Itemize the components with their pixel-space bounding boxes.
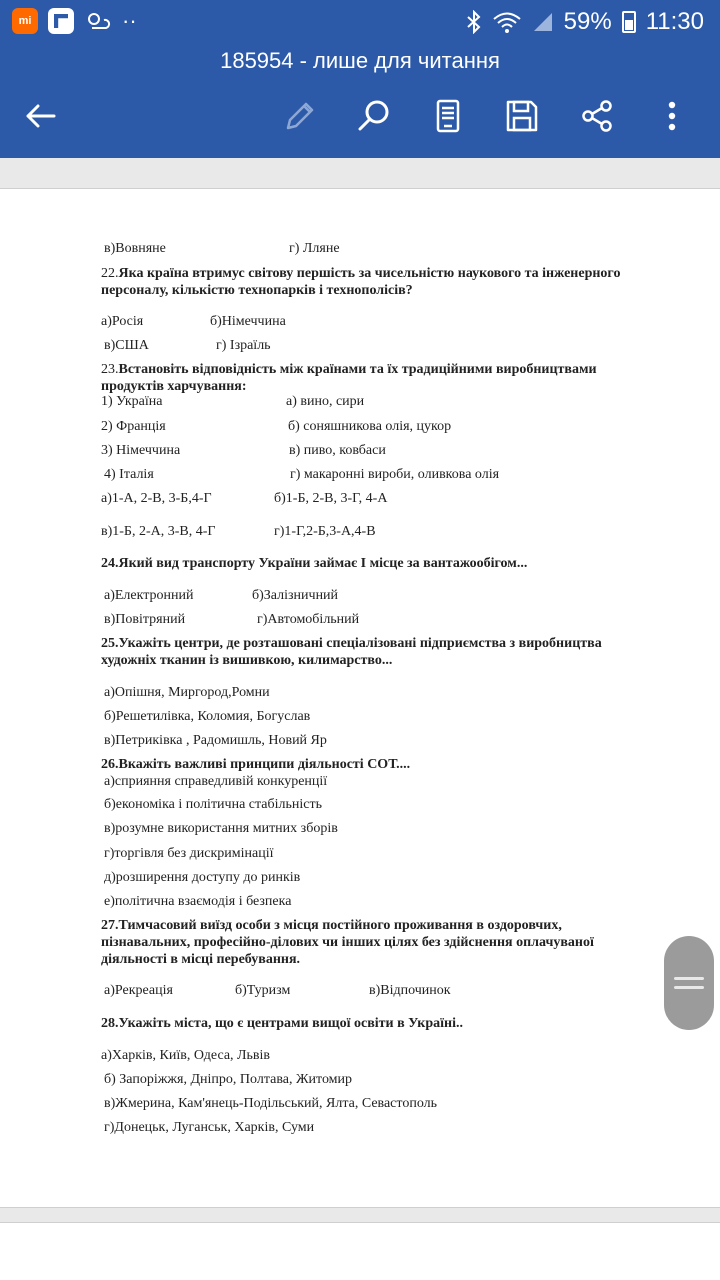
q21-option-g: г) Лляне — [289, 241, 340, 256]
q25-option-a: а)Опішня, Миргород,Ромни — [104, 685, 270, 700]
pencil-icon — [282, 98, 318, 134]
system-status — [466, 8, 704, 36]
document-page[interactable] — [0, 188, 720, 1208]
q27-option-b: б)Туризм — [235, 983, 291, 998]
status-bar — [0, 0, 720, 44]
more-notifications-dots: ·· — [122, 8, 137, 33]
question-22 — [101, 265, 661, 299]
search-button[interactable] — [352, 94, 396, 138]
q23-answer-v: в)1-Б, 2-А, 3-В, 4-Г — [101, 524, 216, 539]
question-23-number: 23. — [101, 362, 119, 377]
q22-option-g: г) Ізраїль — [216, 338, 271, 353]
q23-right-b: б) соняшникова олія, цукор — [288, 419, 452, 434]
q24-option-b: б)Залізничний — [252, 588, 339, 603]
share-button[interactable] — [575, 94, 619, 138]
reading-view-button[interactable] — [426, 94, 470, 138]
question-23-text: Встановіть відповідність між країнами та їх традиційними виробництвами продуктів харчування: — [101, 362, 597, 394]
back-button[interactable] — [18, 94, 62, 138]
mi-app-icon: mi — [12, 8, 38, 34]
app-bar — [0, 44, 720, 158]
q23-answer-a: а)1-А, 2-В, 3-Б,4-Г — [101, 491, 212, 506]
flipboard-icon — [48, 8, 74, 34]
battery-icon — [622, 11, 636, 33]
save-button[interactable] — [500, 94, 544, 138]
bluetooth-icon — [466, 10, 482, 34]
q26-option-e: е)політична взаємодія і безпека — [104, 894, 292, 909]
edit-button[interactable] — [278, 94, 322, 138]
q23-left-4: 4) Італія — [104, 467, 154, 482]
weather-icon — [84, 8, 112, 34]
question-22-text: Яка країна втримус світову першість за чисельністю наукового та інженерного персоналу, кількістю технопарків і технополісів? — [101, 266, 621, 298]
q23-left-3: 3) Німеччина — [101, 443, 181, 458]
scroll-handle[interactable] — [664, 936, 714, 1030]
q23-left-2: 2) Франція — [101, 419, 166, 434]
document-title: 185954 - лише для читання — [220, 48, 500, 73]
battery-percent: 59% — [563, 8, 612, 35]
question-25: 25.Укажіть центри, де розташовані спеціалізовані підприємства з виробництва художніх тканин із вишивкою, килимарство... — [101, 636, 602, 668]
q26-option-d: д)розширення доступу до ринків — [104, 870, 301, 885]
q28-option-v: в)Жмерина, Кам'янець-Подільський, Ялта, Севастополь — [104, 1096, 438, 1111]
q23-right-v: в) пиво, ковбаси — [289, 443, 386, 458]
q26-option-g: г)торгівля без дискримінації — [104, 846, 274, 861]
reading-view-icon — [430, 98, 466, 134]
question-28: 28.Укажіть міста, що є центрами вищої освіти в Україні.. — [101, 1016, 463, 1031]
q25-option-b: б)Решетилівка, Коломия, Богуслав — [104, 709, 311, 724]
next-document-page[interactable] — [0, 1222, 720, 1280]
more-vert-icon — [654, 98, 690, 134]
back-arrow-icon — [22, 98, 58, 134]
q23-left-1: 1) Україна — [101, 394, 163, 409]
question-27: 27.Тимчасовий виїзд особи з місця постійного проживання в оздоровчих, пізнавальних, професійно-ділових чи інших цілях без здійснення оплачуваної діяльності в місці перебування. — [101, 918, 594, 967]
q23-right-g: г) макаронні вироби, оливкова олія — [290, 467, 500, 482]
q24-option-a: а)Електронний — [104, 588, 194, 603]
q27-option-a: а)Рекреація — [104, 983, 173, 998]
question-24: 24.Який вид транспорту України займає I місце за вантажообігом... — [101, 556, 528, 571]
q23-answer-b: б)1-Б, 2-В, 3-Г, 4-А — [274, 491, 388, 506]
q22-option-b: б)Німеччина — [210, 314, 286, 329]
more-options-button[interactable] — [650, 94, 694, 138]
signal-icon — [532, 11, 554, 33]
q24-option-v: в)Повітряний — [104, 612, 186, 627]
q28-option-b: б) Запоріжжя, Дніпро, Полтава, Житомир — [104, 1072, 353, 1087]
search-icon — [356, 98, 392, 134]
q28-option-g: г)Донецьк, Луганськ, Харків, Суми — [104, 1120, 315, 1135]
q27-option-v: в)Відпочинок — [369, 983, 451, 998]
q22-option-a: а)Росія — [101, 314, 144, 329]
q26-option-a: а)сприяння справедливій конкуренції — [104, 774, 328, 789]
share-icon — [579, 98, 615, 134]
q21-option-v: в)Вовняне — [104, 241, 166, 256]
question-22-number: 22. — [101, 266, 119, 281]
q26-option-b: б)економіка і політична стабільність — [104, 797, 322, 812]
notification-icons — [12, 8, 137, 34]
q23-answer-g: г)1-Г,2-Б,3-А,4-В — [274, 524, 376, 539]
clock: 11:30 — [645, 8, 704, 35]
q25-option-v: в)Петриківка , Радомишль, Новий Яр — [104, 733, 327, 748]
save-icon — [504, 98, 540, 134]
q26-option-v: в)розумне використання митних зборів — [104, 821, 338, 836]
q22-option-v: в)США — [104, 338, 149, 353]
question-26: 26.Вкажіть важливі принципи діяльності СОТ.... — [101, 757, 411, 772]
wifi-icon — [492, 10, 522, 34]
q23-right-a: а) вино, сири — [286, 394, 365, 409]
q28-option-a: а)Харків, Київ, Одеса, Львів — [101, 1048, 271, 1063]
question-23 — [101, 361, 661, 395]
q24-option-g: г)Автомобільний — [257, 612, 360, 627]
